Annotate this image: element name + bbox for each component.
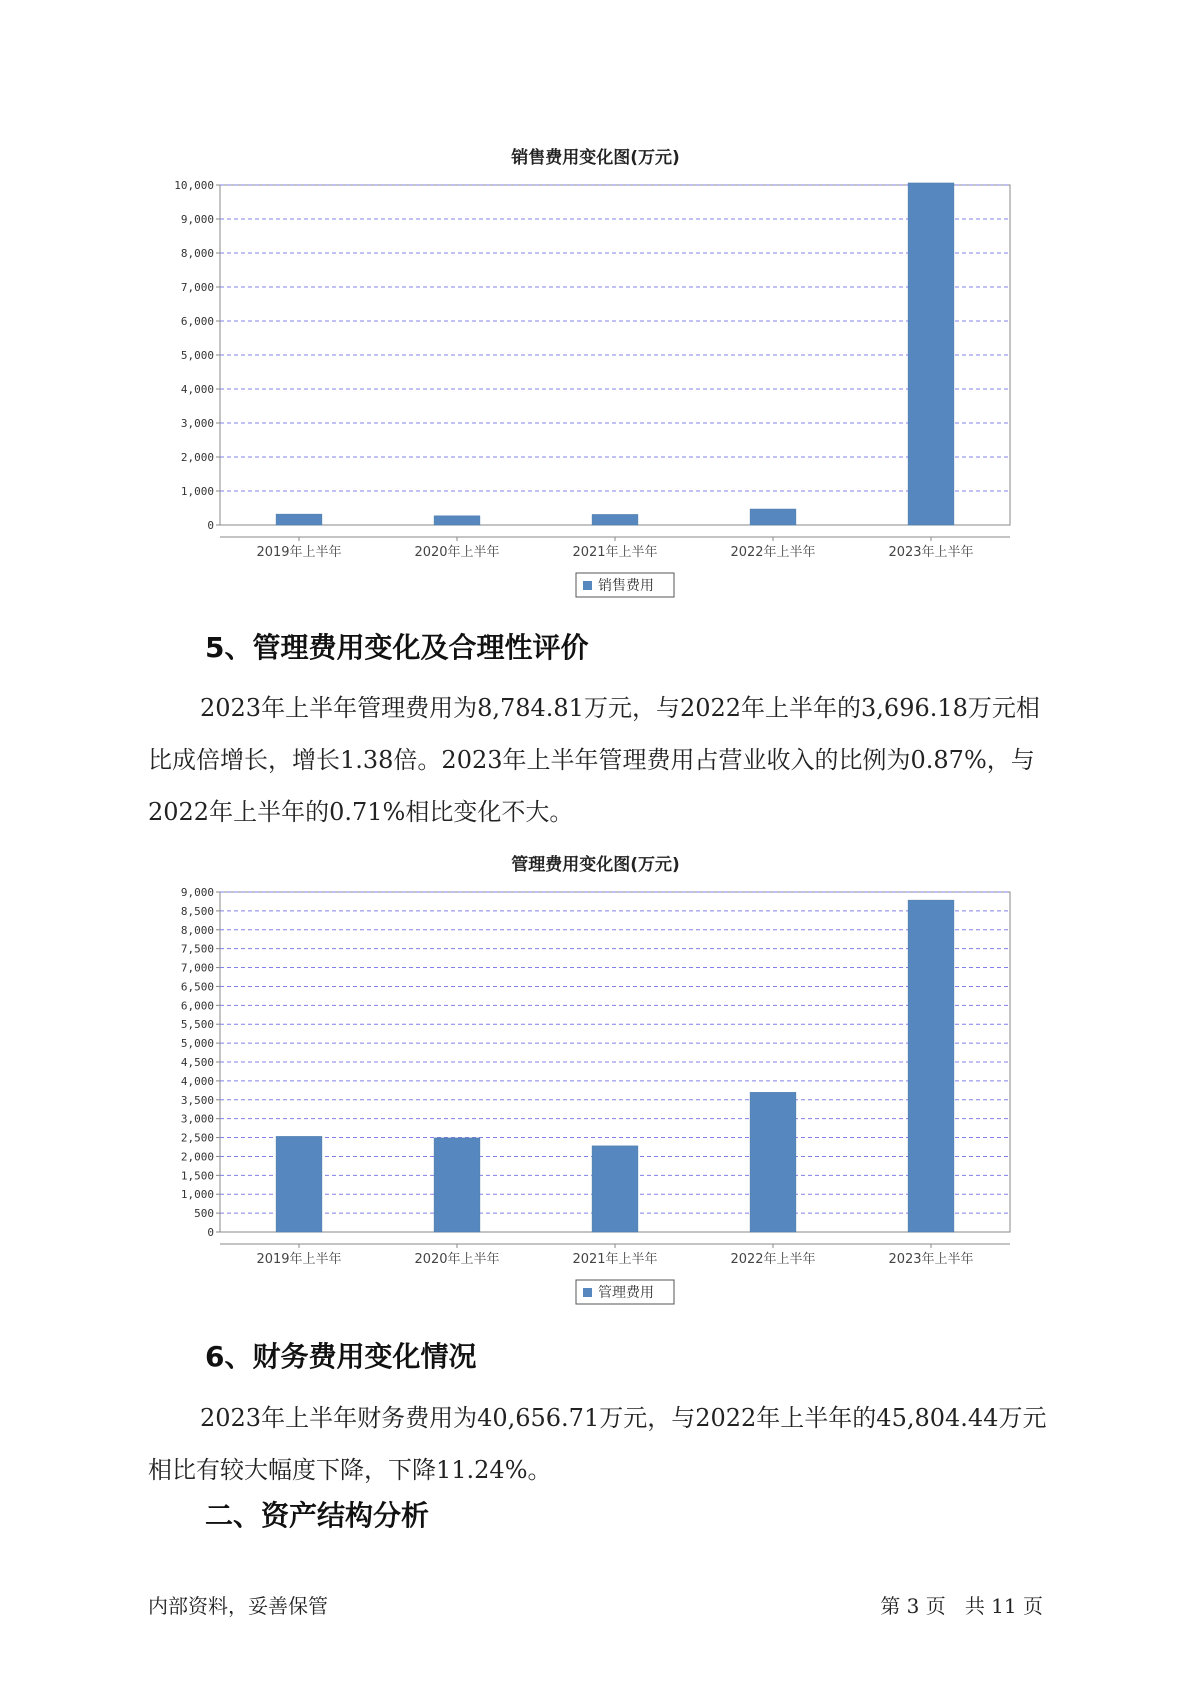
y-tick-label: 6,000 bbox=[180, 999, 214, 1013]
y-tick-label: 9,000 bbox=[180, 886, 214, 899]
bar bbox=[592, 514, 638, 525]
y-tick-label: 7,000 bbox=[180, 281, 214, 294]
y-tick-label: 9,000 bbox=[180, 213, 214, 226]
y-tick-label: 2,500 bbox=[180, 1131, 214, 1145]
y-tick-label: 10,000 bbox=[174, 179, 214, 192]
bar bbox=[434, 1138, 480, 1232]
x-tick-label: 2019年上半年 bbox=[256, 1252, 342, 1267]
legend-swatch bbox=[583, 1288, 592, 1297]
y-tick-label: 4,000 bbox=[180, 1074, 214, 1088]
footer-confidential-note: 内部资料，妥善保管 bbox=[148, 1594, 328, 1618]
x-tick-label: 2022年上半年 bbox=[730, 545, 816, 560]
bar bbox=[750, 509, 796, 525]
sales-expense-chart bbox=[0, 165, 1191, 594]
y-tick-label: 8,000 bbox=[180, 247, 214, 260]
y-tick-label: 5,000 bbox=[180, 349, 214, 362]
legend-label: 销售费用 bbox=[598, 578, 654, 594]
chart-title-sales: 销售费用变化图(万元) bbox=[511, 148, 680, 168]
y-tick-label: 3,000 bbox=[180, 1112, 214, 1126]
part-2-heading: 二、资产结构分析 bbox=[205, 1499, 430, 1532]
chart-title-admin: 管理费用变化图(万元) bbox=[511, 855, 680, 875]
bar bbox=[908, 900, 954, 1232]
x-tick-label: 2021年上半年 bbox=[572, 545, 658, 560]
y-tick-label: 7,000 bbox=[180, 961, 214, 975]
y-tick-label: 8,000 bbox=[180, 923, 214, 937]
legend bbox=[576, 1280, 674, 1304]
x-tick-label: 2021年上半年 bbox=[572, 1252, 658, 1267]
y-tick-label: 1,000 bbox=[180, 1188, 214, 1202]
bar bbox=[276, 1136, 322, 1232]
x-tick-label: 2023年上半年 bbox=[888, 545, 974, 560]
y-tick-label: 1,500 bbox=[180, 1169, 214, 1183]
y-tick-label: 1,000 bbox=[180, 485, 214, 498]
y-tick-label: 7,500 bbox=[180, 942, 214, 956]
footer-page-number: 第 3 页 共 11 页 bbox=[880, 1594, 1043, 1618]
legend bbox=[576, 573, 674, 597]
x-tick-label: 2020年上半年 bbox=[414, 545, 500, 560]
x-tick-label: 2023年上半年 bbox=[888, 1252, 974, 1267]
y-tick-label: 6,000 bbox=[180, 315, 214, 328]
bar bbox=[908, 183, 954, 525]
x-tick-label: 2022年上半年 bbox=[730, 1252, 816, 1267]
section-6-paragraph: 2023年上半年财务费用为40,656.71万元，与2022年上半年的45,804.44万元相比有较大幅度下降，下降11.24%。 bbox=[148, 1404, 1047, 1484]
legend-label: 管理费用 bbox=[598, 1285, 654, 1301]
legend-swatch bbox=[583, 581, 592, 590]
y-tick-label: 3,000 bbox=[180, 417, 214, 430]
y-tick-label: 0 bbox=[207, 519, 214, 532]
bar bbox=[276, 514, 322, 525]
y-tick-label: 0 bbox=[207, 1226, 214, 1239]
admin-expense-chart bbox=[0, 872, 1191, 1301]
y-tick-label: 2,000 bbox=[180, 1150, 214, 1164]
section-6-heading: 6、财务费用变化情况 bbox=[205, 1340, 477, 1373]
y-tick-label: 6,500 bbox=[180, 980, 214, 994]
y-tick-label: 500 bbox=[194, 1207, 214, 1221]
x-tick-label: 2020年上半年 bbox=[414, 1252, 500, 1267]
y-tick-label: 2,000 bbox=[180, 451, 214, 464]
section-5-heading: 5、管理费用变化及合理性评价 bbox=[205, 631, 589, 664]
y-tick-label: 4,500 bbox=[180, 1056, 214, 1069]
y-tick-label: 3,500 bbox=[180, 1093, 214, 1107]
y-tick-label: 5,000 bbox=[180, 1037, 214, 1051]
y-tick-label: 4,000 bbox=[180, 383, 214, 396]
bar bbox=[434, 516, 480, 525]
y-tick-label: 8,500 bbox=[180, 904, 214, 918]
bar bbox=[750, 1092, 796, 1232]
bar bbox=[592, 1146, 638, 1232]
section-5-paragraph: 2023年上半年管理费用为8,784.81万元，与2022年上半年的3,696.18万元相比成倍增长，增长1.38倍。2023年上半年管理费用占营业收入的比例为0.87%，与2022年上半年的0.71%相比变化不大。 bbox=[148, 694, 1040, 826]
x-tick-label: 2019年上半年 bbox=[256, 545, 342, 560]
y-tick-label: 5,500 bbox=[180, 1018, 214, 1032]
